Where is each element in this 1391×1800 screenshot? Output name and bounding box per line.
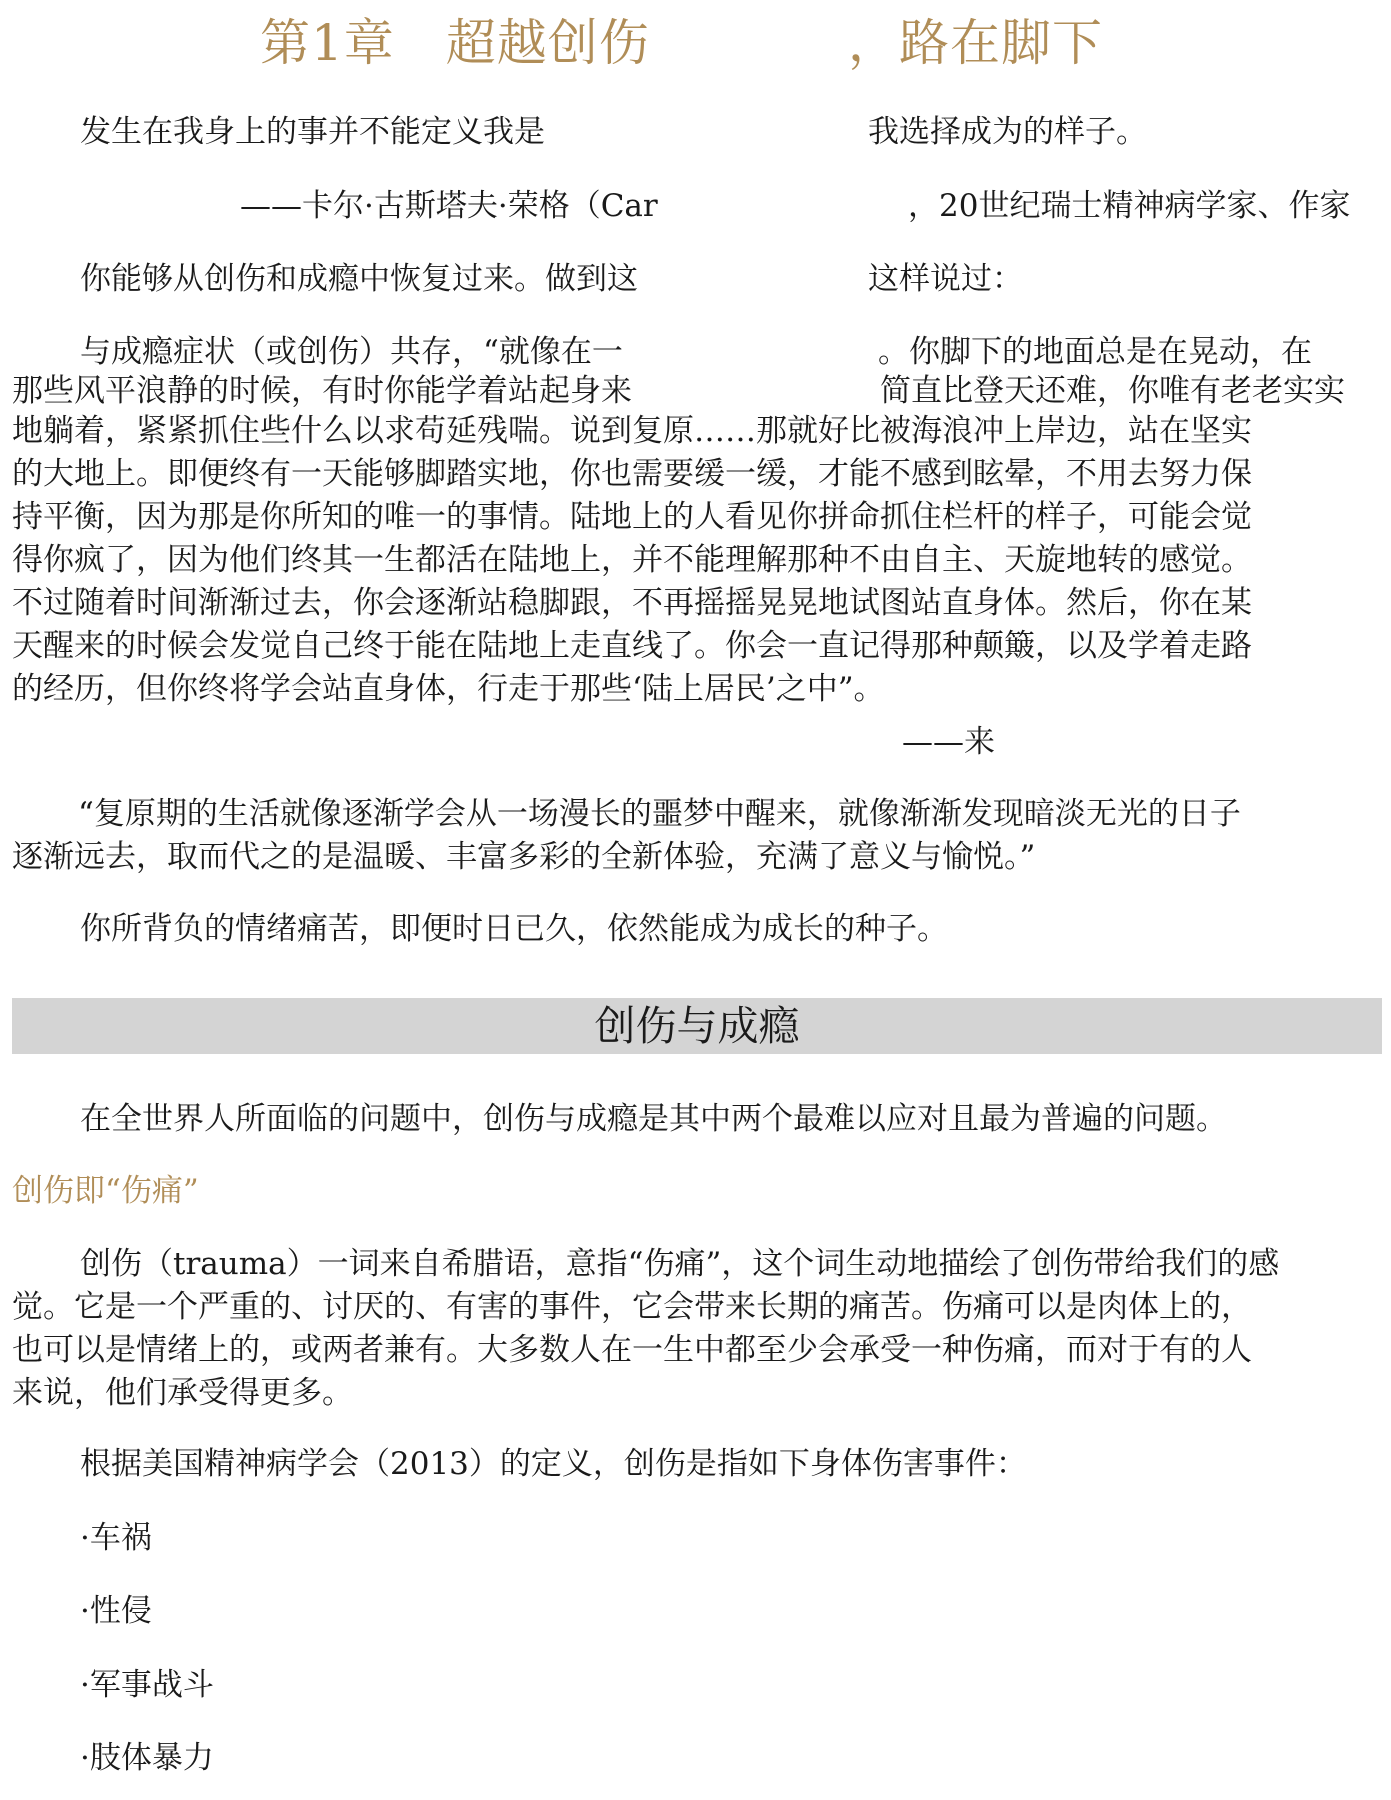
trauma-line: 觉。它是一个严重的、讨厌的、有害的事件，它会带来长期的痛苦。伤痛可以是肉体上的， <box>12 1289 1252 1325</box>
epigraph-attribution-left: ——卡尔·古斯塔夫·荣格（Car <box>240 188 658 224</box>
quote-second-left: 那些风平浪静的时候，有时你能学着站起身来 <box>12 373 632 409</box>
subheading: 创伤即“伤痛” <box>12 1173 199 1209</box>
section-title: 创伤与成瘾 <box>594 1002 800 1050</box>
quote-first-left: 与成瘾症状（或创伤）共存，“就像在一 <box>80 334 623 370</box>
quote-line: 不过随着时间渐渐过去，你会逐渐站稳脚跟，不再摇摇晃晃地试图站直身体。然后，你在某 <box>12 585 1252 621</box>
trauma-paragraph-first <box>80 1243 1382 1286</box>
epigraph-line-right: 我选择成为的样子。 <box>868 114 1147 150</box>
recovery-quote <box>78 793 1382 836</box>
definition-line: 根据美国精神病学会（2013）的定义，创伤是指如下身体伤害事件： <box>80 1446 1027 1482</box>
quote-line: 的经历，但你终将学会站直身体，行走于那些‘陆上居民’之中”。 <box>12 671 885 707</box>
bullet-item: ·性侵 <box>80 1593 152 1629</box>
recovery-quote-line: 逐渐远去，取而代之的是温暖、丰富多彩的全新体验，充满了意义与愉悦。” <box>12 839 1036 875</box>
trauma-line: 也可以是情绪上的，或两者兼有。大多数人在一生中都至少会承受一种伤痛，而对于有的人 <box>12 1332 1252 1368</box>
bullet-item: ·肢体暴力 <box>80 1740 214 1776</box>
intro-line-right: 这样说过： <box>868 261 1023 297</box>
quote-first-right: 。你脚下的地面总是在晃动，在 <box>878 334 1312 370</box>
quote-line: 持平衡，因为那是你所知的唯一的事情。陆地上的人看见你拼命抓住栏杆的样子，可能会觉 <box>12 499 1252 535</box>
quote-second-right: 简直比登天还难，你唯有老老实实 <box>880 373 1345 409</box>
quote-attribution: ——来 <box>902 724 995 760</box>
chapter-title-left: 第1章 超越创伤 <box>260 14 650 72</box>
quote-line: 天醒来的时候会发觉自己终于能在陆地上走直线了。你会一直记得那种颠簸，以及学着走路 <box>12 628 1252 664</box>
chapter-title-right: ，路在脚下 <box>848 14 1103 72</box>
quote-block-body <box>12 410 1382 711</box>
quote-line: 得你疯了，因为他们终其一生都活在陆地上，并不能理解那种不由自主、天旋地转的感觉。 <box>12 542 1252 578</box>
recovery-quote-line: “复原期的生活就像逐渐学会从一场漫长的噩梦中醒来，就像渐渐发现暗淡无光的日子 <box>78 796 1241 832</box>
intro-line-left: 你能够从创伤和成瘾中恢复过来。做到这 <box>80 261 638 297</box>
section-intro: 在全世界人所面临的问题中，创伤与成瘾是其中两个最难以应对且最为普遍的问题。 <box>80 1101 1227 1137</box>
quote-line: 地躺着，紧紧抓住些什么以求苟延残喘。说到复原……那就好比被海浪冲上岸边，站在坚实 <box>12 413 1252 449</box>
trauma-line: 来说，他们承受得更多。 <box>12 1375 353 1411</box>
section-heading-bar <box>12 998 1382 1054</box>
bullet-item: ·车祸 <box>80 1520 152 1556</box>
epigraph-attribution-right: ，20世纪瑞士精神病学家、作家 <box>908 188 1351 224</box>
quote-line: 的大地上。即便终有一天能够脚踏实地，你也需要缓一缓，才能不感到眩晕，不用去努力保 <box>12 456 1252 492</box>
bullet-item: ·军事战斗 <box>80 1667 214 1703</box>
recovery-quote-continued <box>12 836 1382 879</box>
trauma-paragraph-body <box>12 1286 1382 1415</box>
trauma-line: 创伤（trauma）一词来自希腊语，意指“伤痛”，这个词生动地描绘了创伤带给我们的感 <box>80 1246 1280 1282</box>
epigraph-line-left: 发生在我身上的事并不能定义我是 <box>80 114 545 150</box>
seed-line: 你所背负的情绪痛苦，即便时日已久，依然能成为成长的种子。 <box>80 911 948 947</box>
